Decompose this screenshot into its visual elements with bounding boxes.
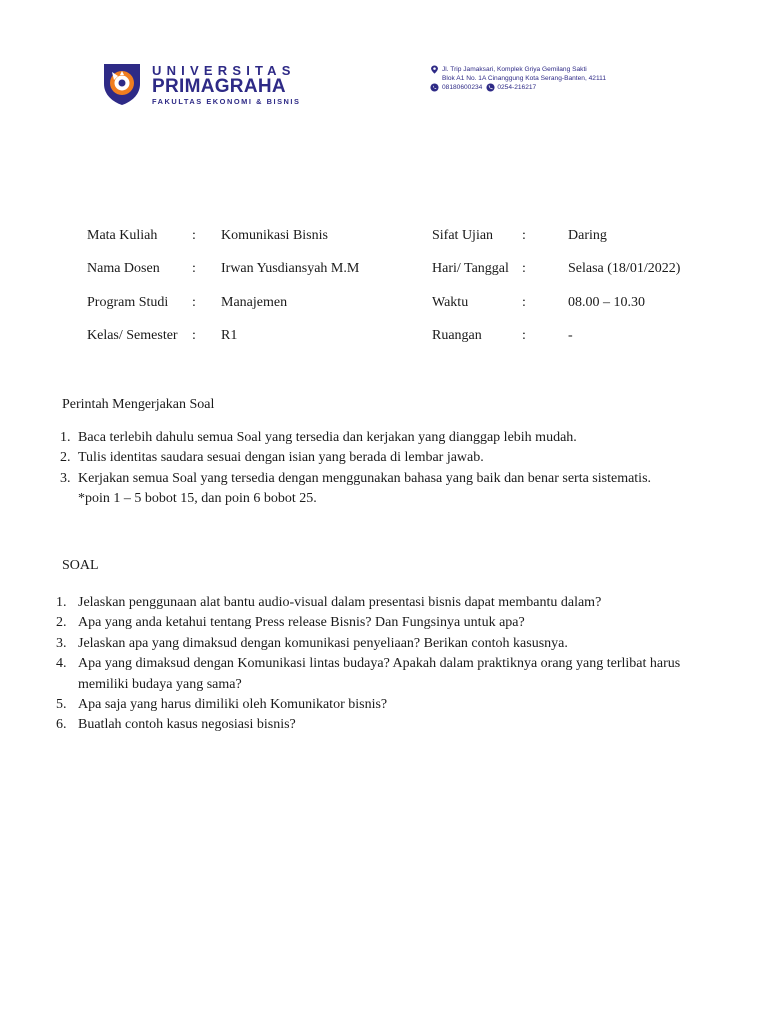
faculty-text: FAKULTAS EKONOMI & BISNIS: [152, 97, 301, 106]
separator: :: [192, 294, 196, 310]
address-line-1: Jl. Trip Jamaksari, Komplek Griya Gemilang Sakti: [442, 66, 587, 73]
exam-type-label: Sifat Ujian: [432, 228, 494, 243]
date-label: Hari/ Tanggal: [432, 261, 509, 277]
list-number: 1.: [60, 430, 71, 445]
university-main-text: PRIMAGRAHA: [152, 76, 286, 97]
question-text: Apa saja yang harus dimiliki oleh Komunikator bisnis?: [78, 697, 388, 713]
address-row: [430, 65, 606, 74]
university-top-text: UNIVERSITAS: [152, 63, 296, 78]
question-text-continued: memiliki budaya yang sama?: [78, 676, 242, 692]
question-text: Jelaskan penggunaan alat bantu audio-visual dalam presentasi bisnis dapat membantu dalam?: [78, 595, 602, 610]
address-row-2: [430, 74, 606, 83]
instructions-list: [60, 428, 651, 510]
question-item: [56, 613, 680, 633]
phone-row: [430, 83, 606, 92]
class-label: Kelas/ Semester: [87, 328, 178, 344]
question-number: 4.: [56, 656, 67, 672]
question-item: [56, 654, 680, 674]
separator: :: [192, 328, 196, 344]
phone-mobile: 08180600234: [442, 84, 483, 91]
lecturer-value: Irwan Yusdiansyah M.M: [221, 261, 360, 277]
room-label: Ruangan: [432, 328, 482, 344]
list-number: 2.: [60, 450, 71, 466]
separator: :: [522, 228, 526, 243]
question-text: Apa yang anda ketahui tentang Press release Bisnis? Dan Fungsinya untuk apa?: [78, 615, 525, 631]
separator: :: [522, 328, 526, 344]
address-line-2: Blok A1 No. 1A Cinanggung Kota Serang-Banten, 42111: [442, 75, 606, 82]
university-logo: [98, 58, 146, 106]
contact-info: [430, 65, 606, 92]
room-value: -: [568, 328, 573, 344]
question-text: Jelaskan apa yang dimaksud dengan komunikasi penyeliaan? Berikan contoh kasusnya.: [78, 635, 568, 651]
question-item-continuation: [56, 675, 680, 695]
class-value: R1: [221, 328, 238, 344]
question-number: 1.: [56, 595, 67, 610]
separator: :: [522, 261, 526, 277]
phone-icon: [486, 83, 495, 92]
letterhead: [0, 0, 768, 120]
time-label: Waktu: [432, 294, 469, 310]
program-label: Program Studi: [87, 294, 169, 310]
question-item: [56, 634, 680, 654]
separator: :: [522, 294, 526, 310]
question-number: 5.: [56, 697, 67, 713]
separator: :: [192, 228, 196, 243]
whatsapp-icon: [430, 83, 439, 92]
list-item: [60, 469, 651, 489]
date-value: Selasa (18/01/2022): [568, 261, 681, 277]
phone-office: 0254-216217: [497, 84, 537, 91]
list-item-note: [60, 489, 651, 509]
list-number: 3.: [60, 470, 71, 486]
list-item: [60, 448, 651, 468]
list-text: Kerjakan semua Soal yang tersedia dengan menggunakan bahasa yang baik dan benar serta sistematis.: [78, 470, 652, 486]
separator: :: [192, 261, 196, 277]
question-number: 6.: [56, 717, 67, 733]
list-item: [60, 428, 651, 448]
question-text: Buatlah contoh kasus negosiasi bisnis?: [78, 717, 296, 733]
scoring-note: *poin 1 – 5 bobot 15, dan poin 6 bobot 25.: [78, 491, 317, 507]
questions-list: [56, 593, 680, 736]
time-value: 08.00 – 10.30: [568, 294, 645, 310]
question-item: [56, 593, 680, 613]
lecturer-label: Nama Dosen: [87, 261, 160, 277]
question-number: 2.: [56, 615, 67, 631]
exam-type-value: Daring: [568, 228, 607, 243]
list-text: Tulis identitas saudara sesuai dengan isian yang berada di lembar jawab.: [78, 450, 484, 466]
university-name-block: [152, 64, 301, 106]
questions-title: SOAL: [62, 558, 99, 573]
course-label: Mata Kuliah: [87, 228, 158, 243]
instructions-title: Perintah Mengerjakan Soal: [62, 397, 215, 412]
program-value: Manajemen: [221, 294, 288, 310]
list-text: Baca terlebih dahulu semua Soal yang tersedia dan kerjakan yang dianggap lebih mudah.: [78, 430, 577, 445]
question-number: 3.: [56, 635, 67, 651]
course-value: Komunikasi Bisnis: [221, 228, 328, 243]
question-item: [56, 695, 680, 715]
question-text: Apa yang dimaksud dengan Komunikasi lintas budaya? Apakah dalam praktiknya orang yang terlibat harus: [78, 656, 681, 672]
question-item: [56, 715, 680, 735]
location-pin-icon: [430, 65, 439, 74]
